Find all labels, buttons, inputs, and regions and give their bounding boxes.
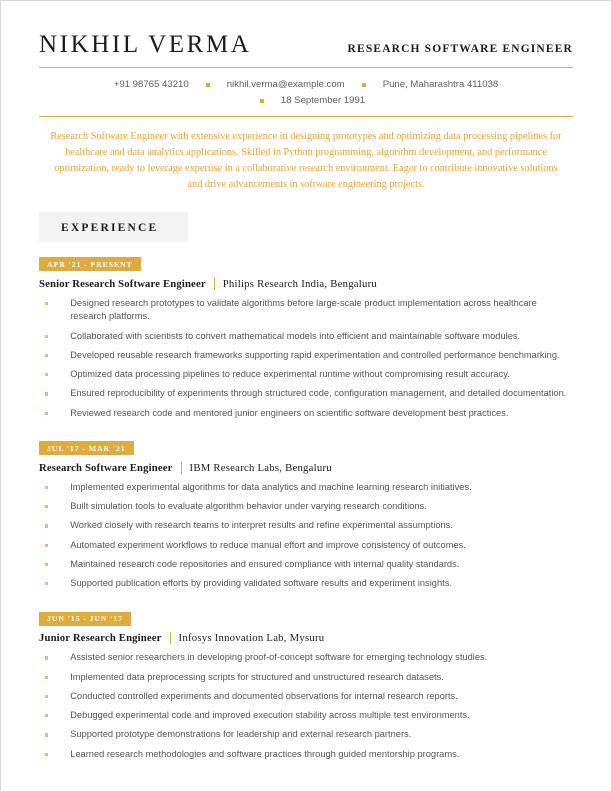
- job-bullet-text: Supported prototype demonstrations for leadership and external research partners.: [70, 729, 412, 740]
- square-bullet-icon: [45, 486, 48, 489]
- contact-line-primary: [39, 77, 573, 93]
- job-bullet-item: [39, 519, 573, 538]
- job-bullet-item: [39, 500, 573, 519]
- experience-section-header: [39, 212, 188, 242]
- square-bullet-icon: [45, 302, 48, 305]
- job-bullet-text: Assisted senior researchers in developing proof-of-concept software for emerging technology studies.: [70, 652, 488, 663]
- job-bullet-item: [39, 368, 573, 387]
- job-company: Infosys Innovation Lab, Mysuru: [178, 632, 325, 645]
- job-bullet-text: Implemented data preprocessing scripts for structured and unstructured research datasets.: [70, 671, 444, 682]
- job-bullet-text: Designed research prototypes to validate algorithms before large-scale product implementation across healthcare research platforms.: [70, 297, 537, 322]
- job-bullet-item: [39, 709, 573, 728]
- job-bullet-list: [39, 290, 573, 426]
- job-bullet-text: Optimized data processing pipelines to reduce experimental runtime without compromising result accuracy.: [70, 369, 510, 380]
- square-bullet-icon: [45, 354, 48, 357]
- experience-section: [39, 194, 573, 767]
- professional-summary: Research Software Engineer with extensive experience in designing prototypes and optimizing data processing pipelines for healthcare and data analytics applications. Skilled in Python programming, algorithm development, and performance optimization, ready to leverage expertise in a collaborative research environment. Eager to contribute innovative solutions and drive advancements in software engineering projects.: [50, 130, 562, 191]
- job-bullet-item: [39, 577, 573, 596]
- job-bullet-item: [39, 728, 573, 747]
- pipe-separator-icon: [181, 462, 182, 474]
- pipe-separator-icon: [170, 632, 171, 644]
- job-bullet-item: [39, 349, 573, 368]
- job-bullet-text: Automated experiment workflows to reduce manual effort and improve consistency of outcomes.: [70, 539, 466, 550]
- experience-entry: [39, 426, 573, 597]
- dot-separator-icon: [206, 83, 210, 87]
- dot-separator-icon: [260, 99, 264, 103]
- square-bullet-icon: [45, 582, 48, 585]
- job-bullet-item: [39, 671, 573, 690]
- contact-birth-date: 18 September 1991: [280, 94, 366, 106]
- job-date-badge: APR '21 - PRESENT: [39, 257, 141, 271]
- job-bullet-item: [39, 539, 573, 558]
- candidate-headline: RESEARCH SOFTWARE ENGINEER: [347, 43, 573, 55]
- job-bullet-text: Worked closely with research teams to interpret results and refine experimental assumptions.: [70, 520, 453, 531]
- job-bullet-text: Implemented experimental algorithms for data analytics and machine learning research initiatives.: [70, 481, 472, 492]
- candidate-name: NIKHIL VERMA: [39, 31, 252, 58]
- job-title: Research Software Engineer: [39, 461, 173, 474]
- square-bullet-icon: [45, 695, 48, 698]
- job-bullet-item: [39, 387, 573, 406]
- job-company: Philips Research India, Bengaluru: [222, 277, 378, 290]
- square-bullet-icon: [45, 524, 48, 527]
- contact-location: Pune, Maharashtra 411038: [382, 79, 499, 90]
- job-headline: [39, 456, 573, 474]
- job-bullet-item: [39, 407, 573, 426]
- job-date-badge: JUL '17 - MAR '21: [39, 441, 134, 455]
- contact-block: [39, 68, 573, 116]
- square-bullet-icon: [45, 392, 48, 395]
- contact-email[interactable]: nikhil.verma@example.com: [226, 79, 345, 90]
- square-bullet-icon: [45, 544, 48, 547]
- job-bullet-item: [39, 330, 573, 349]
- job-bullet-text: Learned research methodologies and software practices through guided mentorship programs.: [70, 748, 460, 759]
- job-bullet-list: [39, 644, 573, 767]
- job-bullet-item: [39, 651, 573, 670]
- dot-separator-icon: [362, 83, 366, 87]
- job-bullet-text: Conducted controlled experiments and documented observations for internal research reports.: [70, 690, 458, 701]
- experience-section-label: EXPERIENCE: [61, 221, 159, 234]
- contact-line-secondary: [39, 93, 573, 109]
- experience-jobs-list: [39, 242, 573, 767]
- job-headline: [39, 272, 573, 290]
- pipe-separator-icon: [214, 278, 215, 290]
- job-bullet-text: Supported publication efforts by providing validated software results and experiment insights.: [70, 578, 452, 589]
- square-bullet-icon: [45, 676, 48, 679]
- job-headline: [39, 626, 573, 644]
- job-bullet-text: Collaborated with scientists to convert mathematical models into efficient and maintainable software modules.: [70, 330, 521, 341]
- job-bullet-item: [39, 481, 573, 500]
- job-bullet-item: [39, 748, 573, 767]
- job-date-badge: JUN '15 - JUN '17: [39, 612, 131, 626]
- square-bullet-icon: [45, 335, 48, 338]
- job-title: Junior Research Engineer: [39, 632, 162, 645]
- square-bullet-icon: [45, 714, 48, 717]
- job-bullet-text: Built simulation tools to evaluate algorithm behavior under varying research conditions.: [70, 501, 427, 512]
- square-bullet-icon: [45, 733, 48, 736]
- contact-phone[interactable]: +91 98765 43210: [113, 79, 189, 90]
- job-bullet-list: [39, 474, 573, 597]
- square-bullet-icon: [45, 656, 48, 659]
- job-bullet-text: Developed reusable research frameworks supporting rapid experimentation and controlled performance benchmarking.: [70, 349, 560, 360]
- experience-entry: [39, 596, 573, 767]
- square-bullet-icon: [45, 753, 48, 756]
- job-company: IBM Research Labs, Bengaluru: [189, 461, 332, 474]
- job-bullet-item: [39, 297, 573, 330]
- job-bullet-item: [39, 558, 573, 577]
- job-bullet-text: Debugged experimental code and improved execution stability across multiple test environments.: [70, 710, 470, 721]
- square-bullet-icon: [45, 373, 48, 376]
- square-bullet-icon: [45, 505, 48, 508]
- resume-header: [39, 31, 573, 67]
- job-bullet-item: [39, 690, 573, 709]
- resume-content: [1, 1, 611, 767]
- square-bullet-icon: [45, 563, 48, 566]
- job-bullet-text: Reviewed research code and mentored junior engineers on scientific software development best practices.: [70, 407, 509, 418]
- job-bullet-text: Maintained research code repositories and ensured compliance with internal quality standards.: [70, 558, 460, 569]
- job-bullet-text: Ensured reproducibility of experiments through structured code, configuration management, and detailed documentation.: [70, 388, 567, 399]
- square-bullet-icon: [45, 412, 48, 415]
- job-title: Senior Research Software Engineer: [39, 277, 206, 290]
- experience-entry: [39, 242, 573, 426]
